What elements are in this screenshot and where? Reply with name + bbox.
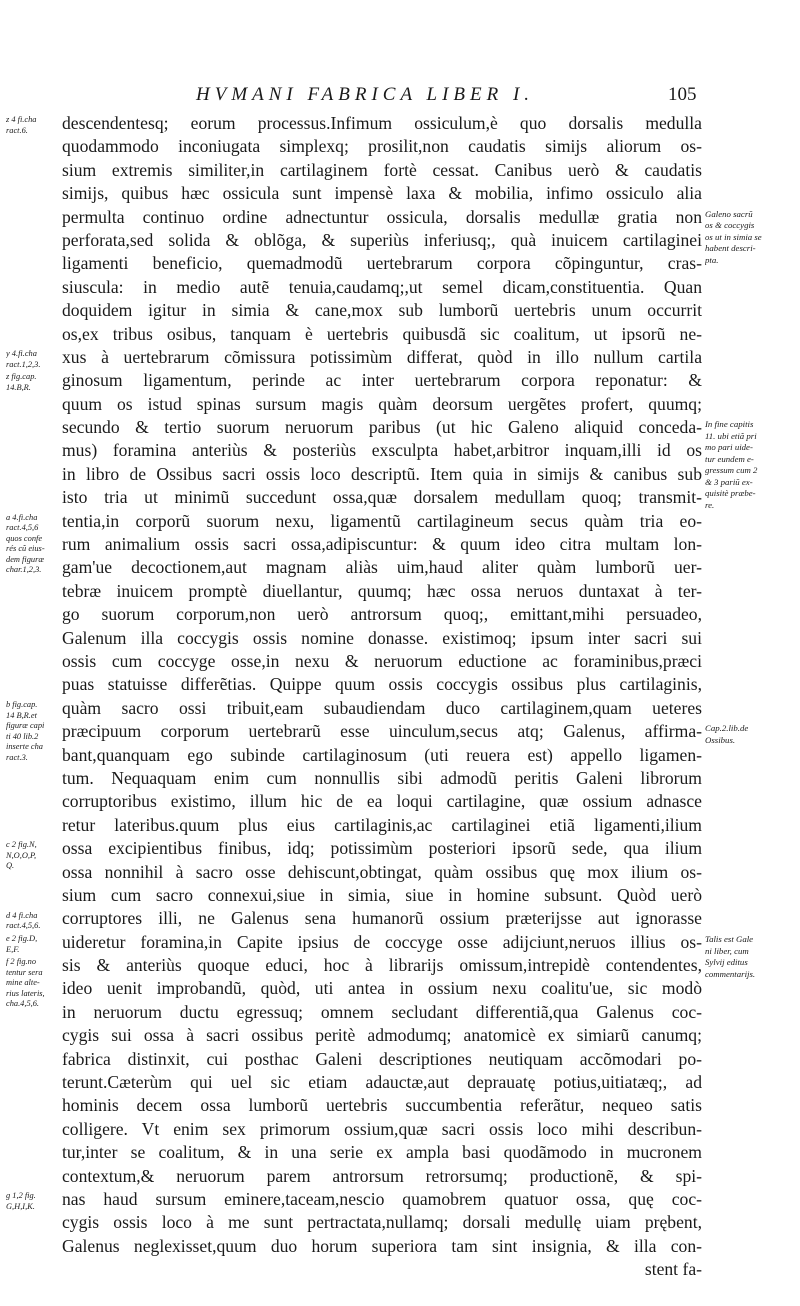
text-line: colligere. Vt enim sex primorum ossium,quæ sacri ossis loco mihi describun- [62, 1118, 702, 1139]
margin-note-line: N,O,O,P, [6, 850, 37, 860]
text-line: permulta continuo ordine adnectuntur ossicula, dorsalis medullæ gratia non [62, 206, 702, 227]
left-margin-note [6, 349, 66, 370]
margin-note-line: In fine capitis [705, 419, 754, 430]
margin-note-line: c 2 fig.N, [6, 840, 37, 850]
margin-note-line: & 3 pariũ ex- [705, 476, 753, 487]
text-line: corruptores illi, ne Galenus sena humanorũ ossium præterijsse aut ignorasse [62, 908, 702, 929]
text-line: ossa excipientibus finibus, idq; potissimùm posteriori ipsorũ sede, qua ilium [62, 838, 702, 859]
left-margin-note [6, 115, 66, 136]
margin-note-line: ti 40 lib.2 [6, 731, 39, 741]
right-margin-note [705, 209, 795, 267]
margin-note-line: rius lateris, [6, 988, 45, 998]
margin-note-line: 11. ubi etiã pri [705, 430, 757, 441]
text-line: tebræ inuicem promptè diuellantur, quumq; hæc ossa neruos duntaxat à ter- [62, 580, 702, 601]
margin-note-line: b fig.cap. [6, 700, 38, 709]
margin-note-line: ni liber, cum [705, 945, 749, 956]
text-line: Galenum illa coccygis ossis nomine donasse. existimoq; ipsum inter sacri sui [62, 627, 702, 648]
margin-note-line: cha.4,5,6. [6, 999, 40, 1009]
text-line: puas statuisse differẽtias. Quippe quum ossis coccygis ossibus plus cartilaginis, [62, 674, 702, 695]
text-line: doquidem igitur in simia & cane,mox sub lumborũ uertebris unum occurrit [62, 300, 702, 321]
margin-note-line: gressum cum 2 [705, 465, 758, 476]
margin-note-line: os ut in simia se [705, 231, 762, 242]
text-line: tum. Nequaquam enim cum nonnullis sibi admodũ peritis Galeni librorum [62, 767, 702, 788]
margin-note-line: Galeno sacrũ [705, 208, 753, 219]
right-margin-note [705, 419, 795, 511]
body-text [62, 112, 702, 1282]
margin-note-line: mine alte- [6, 978, 40, 988]
text-line: rum animalium ossis sacri ossa,adipiscuntur: & quum ideo citra multam lon- [62, 534, 702, 555]
margin-note-line: Talis est Gale [705, 934, 754, 944]
text-line: ideo uenit improbandũ, quòd, uti antea in ossium nexu coalitu'ue, sic modò [62, 978, 702, 999]
margin-note-line: tentur sera [6, 967, 43, 977]
text-line: in libro de Ossibus sacri ossis loco descriptũ. Item quia in simijs & canibus sub [62, 463, 702, 484]
margin-note-line: g 1,2 fig. [6, 1191, 36, 1201]
margin-note-line: quos confe [6, 533, 43, 543]
margin-note-line: E,F. [6, 944, 20, 954]
left-margin-note [6, 372, 66, 393]
page-number: 105 [668, 84, 697, 105]
running-title: HVMANI FABRICA LIBER I. [196, 84, 535, 105]
text-line: simijs, quibus hæc ossicula sunt impensè laxa & mobilia, infimo ossiculo alia [62, 183, 702, 204]
text-line: in neruorum ductu egressuq; omnem secludant differentiã,qua Galenus coc- [62, 1001, 702, 1022]
margin-note-line: char.1,2,3. [6, 565, 42, 575]
margin-note-line: z fig.cap. [6, 372, 37, 382]
left-margin-note [6, 1191, 66, 1212]
text-line: xus à uertebrarum cõmissura potissimùm differat, quòd in illo nullum cartila [62, 346, 702, 367]
margin-note-line: pta. [705, 254, 719, 265]
right-margin-note [705, 723, 795, 746]
margin-note-line: Sylvij editus [705, 957, 748, 967]
margin-note-line: habent descri- [705, 243, 756, 254]
margin-note-line: ract.6. [6, 125, 28, 135]
text-line: sium extremis similiter,in cartilaginem fortè cessat. Canibus uerò & caudatis [62, 159, 702, 180]
text-line: isto tria ut minimũ succedunt ossa,quæ dorsalem medullam quoq; transmit- [62, 487, 702, 508]
margin-note-line: G,H,I,K. [6, 1201, 35, 1211]
margin-note-line: Ossibus. [705, 734, 736, 745]
margin-note-line: Cap.2.lib.de [705, 723, 749, 734]
margin-note-line: figuræ capi [6, 721, 45, 730]
margin-note-line: f 2 fig.no [6, 957, 37, 967]
text-line: gam'ue decoctionem,aut magnam aliàs uim,haud aliter quàm lumborũ uer- [62, 557, 702, 578]
text-line: cygis sui ossa à sacri ossibus peritè admodumq; anatomicè ex simiarũ canumq; [62, 1025, 702, 1046]
margin-note-line: os & coccygis [705, 220, 755, 231]
margin-note-line: y 4.fi.cha [6, 349, 37, 358]
margin-note-line: 14 B,R.et [6, 710, 37, 720]
text-line: secundo & tertio suorum neruorum paribus (ut hic Galeno aliquid conceda- [62, 417, 702, 438]
margin-note-line: z 4 fi.cha [6, 115, 37, 124]
text-line: corruptoribus existimo, illum hic de ea loqui cartilagine, quæ ossium adnasce [62, 791, 702, 812]
margin-note-line: ract.4,5,6 [6, 523, 39, 533]
left-margin-note [6, 934, 66, 955]
text-line: terunt.Cæterùm qui uel sic etiam adauctæ,aut deprauatę potius,uitiatæq;, ad [62, 1072, 702, 1093]
margin-note-line: tur eundem e- [705, 453, 754, 464]
text-line: sis & anteriùs quoque educi, hoc à librarijs omissum,intrepidè contendentes, [62, 955, 702, 976]
text-line: contextum,& neruorum parem antrorsum retrorsumq; productionẽ, & spi- [62, 1165, 702, 1186]
left-margin-note [6, 700, 66, 763]
text-line: stent fa- [644, 1259, 702, 1280]
text-line: retur lateribus.quum plus eius cartilaginis,ac cartilaginei etiã ligamenti,ilium [62, 814, 702, 835]
right-margin-note [705, 934, 795, 980]
margin-note-line: inserte cha [6, 742, 43, 751]
text-line: ossis cum coccyge osse,in nexu & neruorum eductione ac foraminibus,præci [62, 650, 702, 671]
text-line: tentia,in corporũ suorum nexu, ligamentũ cartilagineum secus quàm tria eo- [62, 510, 702, 531]
text-line: hominis decem ossa lumborũ uertebris succumbentia referãtur, nequeo satis [62, 1095, 702, 1116]
text-line: sium cum sacro connexui,siue in simia, siue in homine subsunt. Quòd uerò [62, 884, 702, 905]
text-line: quàm sacro ossi tribuit,eam subaudiendam duco cartilaginem,quam ueteres [62, 697, 702, 718]
margin-note-line: quisitè præbe- [705, 488, 756, 499]
left-margin-note [6, 513, 66, 576]
text-line: siuscula: in medio autẽ tenuia,caudamq;,ut semel dicam,constituentia. Quan [62, 276, 702, 297]
text-line: tur,inter se coalitum, & in una serie ex ampla basi quodãmodo in mucronem [62, 1142, 702, 1163]
text-line: cygis ossis loco à me sunt pertractata,nullamq; dorsali medullę uiam prębent, [62, 1212, 702, 1233]
margin-note-line: ract.3. [6, 752, 28, 762]
text-line: ginosum ligamentum, perinde ac inter uertebrarum corpora reponatur: & [62, 370, 702, 391]
text-line: Galenus neglexisset,quum duo horum superiora tam sint insignia, & illa con- [62, 1235, 702, 1256]
margin-note-line: 14.B,R. [6, 382, 31, 392]
left-margin-note [6, 840, 66, 872]
margin-note-line: mo pari uide- [705, 442, 753, 453]
text-line: ossa nonnihil à sacro osse dehiscunt,obtingat, quàm ossibus quę mox ilium os- [62, 861, 702, 882]
margin-note-line: re. [705, 499, 715, 510]
margin-note-line: commentarijs. [705, 968, 756, 979]
margin-note-line: ract.4,5,6. [6, 921, 41, 931]
margin-note-line: a 4.fi.cha [6, 512, 38, 522]
left-margin-note [6, 957, 66, 1010]
text-line: mus) foramina anteriùs & posteriùs exsculpta habet,arbitror inquam,illi id os [62, 440, 702, 461]
text-line: fabrica distinxit, cui posthac Galeni descriptiones neutiquam accõmodari po- [62, 1048, 702, 1069]
text-line: uideretur foramina,in Capite ipsius de coccyge osse adijciunt,neruos illius os- [62, 931, 702, 952]
text-line: quodammodo inconiugata simplexq; prosilit,non caudatis simijs aliorum os- [62, 136, 702, 157]
text-line: os,ex tribus osibus, tanquam è uertebris quibusdã sic coalitum, ut ipsorũ ne- [62, 323, 702, 344]
text-line: quum os istud spinas sursum magis quàm deorsum uergẽtes profert, quumq; [62, 393, 702, 414]
margin-note-line: rés cũ eius- [6, 544, 45, 554]
left-margin-note [6, 911, 66, 932]
text-line: go suorum corporum,non uerò antrorsum quoq;, emittant,mihi persuadeo, [62, 604, 702, 625]
margin-note-line: e 2 fig.D, [6, 934, 38, 943]
margin-note-line: Q. [6, 861, 15, 871]
margin-note-line: ract.1,2,3. [6, 359, 41, 369]
text-line: perforata,sed solida & oblõga, & superiùs inferiusq;, quà inuicem cartilaginei [62, 229, 702, 250]
text-line: præcipuum corporum uertebrarũ esse uinculum,secus atq; Galenus, affirma- [62, 721, 702, 742]
text-line: nas haud sursum eminere,taceam,nescio quamobrem quatuor ossa, quę coc- [62, 1188, 702, 1209]
margin-note-line: d 4 fi.cha [6, 910, 38, 920]
margin-note-line: dem figuræ [6, 554, 44, 564]
text-line: bant,quanquam ego subinde cartilaginosum (uti reuera est) appello ligamen- [62, 744, 702, 765]
text-line: ligamenti beneficio, quemadmodũ uertebrarum corpora cõpinguntur, cras- [62, 253, 702, 274]
text-line: descendentesq; eorum processus.Infimum ossiculum,è quo dorsalis medulla [62, 113, 702, 133]
